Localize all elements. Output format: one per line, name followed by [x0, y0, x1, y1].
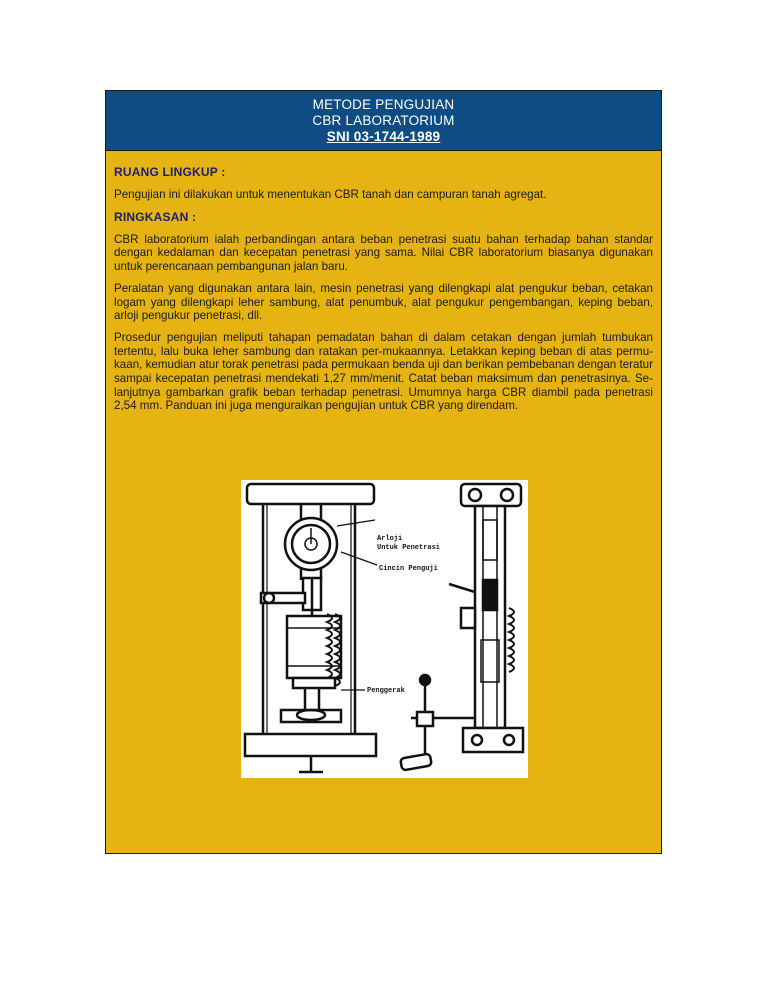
scope-text: Pengujian ini dilakukan untuk menentukan CBR tanah dan campuran tanah agregat.	[114, 188, 547, 201]
card-header	[106, 91, 661, 151]
figure-label-cincin-penguji: Cincin Penguji	[379, 565, 438, 573]
figure-label-untuk-penetrasi: Untuk Penetrasi	[377, 544, 441, 552]
figure-label-penggerak: Penggerak	[367, 687, 405, 695]
cbr-apparatus-drawing	[241, 480, 528, 778]
summary-paragraph-1: CBR laboratorium ialah perbandingan antara beban penetrasi suatu bahan terhadap bahan standar dengan kedalaman dan kecepatan penetrasi yang sama. Nilai CBR laboratorium biasanya digunakan untuk perencanaan pembangunan jalan baru.	[114, 232, 653, 274]
header-title-line2: CBR LABORATORIUM	[312, 113, 455, 128]
card-content	[106, 151, 661, 413]
summary-paragraph-3: Prosedur pengujian meliputi tahapan pemadatan bahan di dalam cetakan dengan jumlah tumbukan tertentu, lalu buka leher sambung dan ratakan per-mukaannya. Letakkan keping beban di atas permu-kaan, kemudian atur torak penetrasi pada permukaan benda uji dan berikan pembebanan dengan teratur sampai kecepatan penetrasi mendekati 1,27 mm/menit. Catat beban maksimum dan penetrasinya. Se-lanjutnya gambarkan grafik beban terhadap penetrasi. Umumnya harga CBR diambil pada penetrasi 2,54 mm. Panduan ini juga menguraikan pengujian untuk CBR yang direndam.	[114, 330, 653, 413]
header-title-line1: METODE PENGUJIAN	[312, 97, 455, 112]
method-card	[105, 90, 662, 854]
cbr-apparatus-figure	[241, 480, 528, 778]
summary-heading: RINGKASAN :	[114, 209, 197, 224]
summary-paragraph-2: Peralatan yang digunakan antara lain, mesin penetrasi yang dilengkapi alat pengukur beban, cetakan logam yang dilengkapi leher sambung, alat penumbuk, alat pengukur pengembangan, keping beban, arloji pengukur penetrasi, dll.	[114, 281, 653, 323]
scope-heading: RUANG LINGKUP :	[114, 165, 226, 179]
header-standard-code: SNI 03-1744-1989	[326, 129, 441, 144]
figure-label-arloji: Arloji	[377, 535, 403, 543]
